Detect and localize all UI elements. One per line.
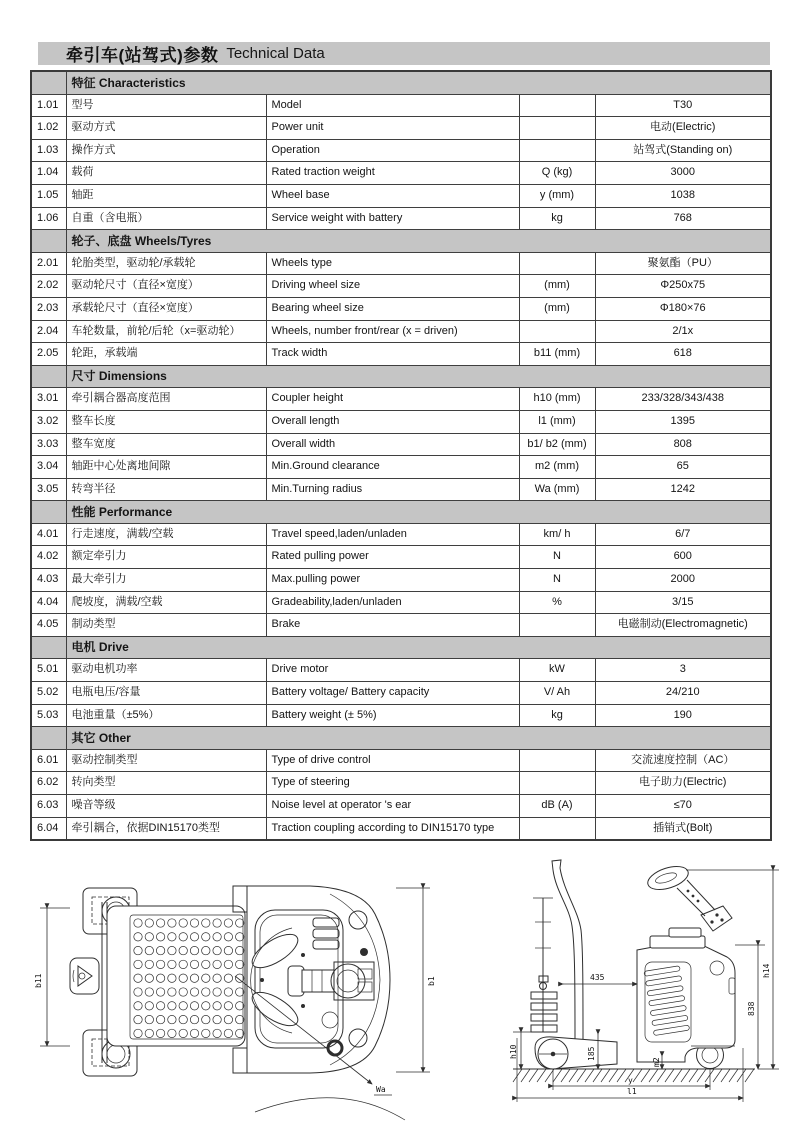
cell-value: 768 [595, 207, 771, 230]
cell-unit: h10 (mm) [519, 388, 595, 411]
cell-en: Power unit [266, 117, 519, 140]
cell-value: 插销式(Bolt) [595, 817, 771, 840]
cell-value: 1395 [595, 410, 771, 433]
spec-row [31, 614, 771, 637]
cell-no: 3.04 [31, 456, 66, 479]
cell-unit: N [519, 546, 595, 569]
cell-zh: 最大牵引力 [66, 569, 266, 592]
section-header-row [31, 501, 771, 524]
dim-m2 [652, 1056, 662, 1069]
page-title-zh: 牵引车(站驾式)参数 [66, 46, 219, 65]
ground-hatch [513, 1069, 754, 1082]
cell-value: 2/1x [595, 320, 771, 343]
cell-no: 4.01 [31, 523, 66, 546]
cell-value: 233/328/343/438 [595, 388, 771, 411]
cell-en: Drive motor [266, 659, 519, 682]
spec-row [31, 184, 771, 207]
cell-zh: 转向类型 [66, 772, 266, 795]
cell-en: Battery voltage/ Battery capacity [266, 682, 519, 705]
cell-en: Coupler height [266, 388, 519, 411]
top-view-drawing [30, 858, 450, 1121]
section-header-row [31, 71, 771, 94]
cell-no: 2.02 [31, 275, 66, 298]
cell-unit [519, 772, 595, 795]
cell-zh: 额定牵引力 [66, 546, 266, 569]
cell-zh: 电池重量（±5%） [66, 704, 266, 727]
cell-unit [519, 614, 595, 637]
cell-value: 600 [595, 546, 771, 569]
spec-row [31, 591, 771, 614]
section-title: 尺寸 Dimensions [66, 365, 771, 388]
spec-row [31, 704, 771, 727]
cell-value: 3000 [595, 162, 771, 185]
cell-zh: 电瓶电压/容量 [66, 682, 266, 705]
cell-no: 4.02 [31, 546, 66, 569]
cell-zh: 行走速度，满载/空载 [66, 523, 266, 546]
spec-table [30, 70, 772, 841]
cell-zh: 转弯半径 [66, 478, 266, 501]
cell-en: Travel speed,laden/unladen [266, 523, 519, 546]
cell-unit [519, 320, 595, 343]
section-title: 轮子、底盘 Wheels/Tyres [66, 230, 771, 253]
cell-no: 1.01 [31, 94, 66, 117]
section-header-row [31, 230, 771, 253]
section-header-row [31, 365, 771, 388]
cell-no: 1.02 [31, 117, 66, 140]
dim-838-label: 838 [747, 1001, 756, 1016]
cell-en: Wheels, number front/rear (x = driven) [266, 320, 519, 343]
cell-en: Min.Turning radius [266, 478, 519, 501]
cell-zh: 轴距中心处离地间隙 [66, 456, 266, 479]
cab-body [637, 928, 735, 1062]
cell-en: Wheel base [266, 184, 519, 207]
dim-b1 [396, 888, 436, 1072]
cell-en: Type of drive control [266, 749, 519, 772]
dim-185-label: 185 [587, 1046, 596, 1061]
cell-unit [519, 94, 595, 117]
cell-unit [519, 139, 595, 162]
cell-zh: 驱动轮尺寸（直径×宽度） [66, 275, 266, 298]
cell-no: 2.04 [31, 320, 66, 343]
cell-value: 电子助力(Electric) [595, 772, 771, 795]
side-view-drawing [455, 858, 795, 1121]
cell-en: Type of steering [266, 772, 519, 795]
cell-unit: kg [519, 704, 595, 727]
cell-en: Track width [266, 343, 519, 366]
cell-no: 4.03 [31, 569, 66, 592]
cell-no: 4.04 [31, 591, 66, 614]
section-no-cell [31, 636, 66, 659]
cell-value: Φ250x75 [595, 275, 771, 298]
cell-no: 4.05 [31, 614, 66, 637]
dim-h10-label: h10 [509, 1044, 518, 1059]
dim-l1-label: l1 [627, 1087, 637, 1096]
cell-value: 3 [595, 659, 771, 682]
cell-zh: 轮距，承载端 [66, 343, 266, 366]
cell-unit: (mm) [519, 297, 595, 320]
cell-value: 站驾式(Standing on) [595, 139, 771, 162]
cell-zh: 驱动电机功率 [66, 659, 266, 682]
cell-no: 1.04 [31, 162, 66, 185]
cell-value: 6/7 [595, 523, 771, 546]
tiller-arm [645, 862, 732, 931]
dim-b11-label: b11 [34, 973, 43, 988]
cell-no: 3.05 [31, 478, 66, 501]
section-no-cell [31, 727, 66, 750]
cell-en: Noise level at operator 's ear [266, 795, 519, 818]
dim-m2-label: m2 [652, 1057, 661, 1067]
coupler-mast [531, 898, 557, 1032]
section-no-cell [31, 230, 66, 253]
cell-no: 6.02 [31, 772, 66, 795]
spec-row [31, 569, 771, 592]
cell-zh: 牵引耦合，依据DIN15170类型 [66, 817, 266, 840]
cell-value: ≤70 [595, 795, 771, 818]
cell-zh: 整车宽度 [66, 433, 266, 456]
cell-no: 6.01 [31, 749, 66, 772]
cell-zh: 型号 [66, 94, 266, 117]
cell-en: Max.pulling power [266, 569, 519, 592]
cell-unit: N [519, 569, 595, 592]
cell-unit: b11 (mm) [519, 343, 595, 366]
cell-unit [519, 117, 595, 140]
cell-en: Model [266, 94, 519, 117]
cell-en: Service weight with battery [266, 207, 519, 230]
cell-unit: Wa (mm) [519, 478, 595, 501]
cell-unit: y (mm) [519, 184, 595, 207]
cell-value: 交流速度控制（AC） [595, 749, 771, 772]
coupler-top-view [70, 958, 99, 994]
cell-unit: V/ Ah [519, 682, 595, 705]
dim-435-label: 435 [590, 973, 605, 982]
spec-row [31, 297, 771, 320]
spec-row [31, 456, 771, 479]
cell-value: 1242 [595, 478, 771, 501]
dim-y-label: y [628, 1076, 633, 1085]
cell-unit: (mm) [519, 275, 595, 298]
cell-en: Bearing wheel size [266, 297, 519, 320]
dim-h14-label: h14 [762, 963, 771, 978]
cell-no: 5.01 [31, 659, 66, 682]
cell-en: Wheels type [266, 252, 519, 275]
page-title-en: Technical Data [226, 45, 325, 62]
cell-unit: dB (A) [519, 795, 595, 818]
cell-unit: l1 (mm) [519, 410, 595, 433]
cell-value: 618 [595, 343, 771, 366]
cell-zh: 轴距 [66, 184, 266, 207]
spec-row [31, 682, 771, 705]
cell-value: 电磁制动(Electromagnetic) [595, 614, 771, 637]
cell-en: Overall width [266, 433, 519, 456]
cell-unit [519, 749, 595, 772]
spec-row [31, 772, 771, 795]
spec-row [31, 388, 771, 411]
cell-en: Brake [266, 614, 519, 637]
cell-no: 5.03 [31, 704, 66, 727]
cell-unit: % [519, 591, 595, 614]
spec-table-body [31, 71, 771, 840]
cell-unit [519, 252, 595, 275]
cell-value: 190 [595, 704, 771, 727]
cell-value: 3/15 [595, 591, 771, 614]
spec-row [31, 139, 771, 162]
cell-value: 聚氨酯（PU） [595, 252, 771, 275]
cell-unit [519, 817, 595, 840]
spec-row [31, 795, 771, 818]
cell-value: 1038 [595, 184, 771, 207]
cell-no: 2.05 [31, 343, 66, 366]
cell-no: 1.03 [31, 139, 66, 162]
dim-h10 [509, 1032, 531, 1069]
dim-b11 [34, 908, 70, 1046]
cell-en: Overall length [266, 410, 519, 433]
cell-no: 3.03 [31, 433, 66, 456]
cell-zh: 载荷 [66, 162, 266, 185]
cell-zh: 爬坡度，满载/空载 [66, 591, 266, 614]
cell-en: Gradeability,laden/unladen [266, 591, 519, 614]
cell-no: 3.01 [31, 388, 66, 411]
cell-value: Φ180×76 [595, 297, 771, 320]
cell-no: 6.03 [31, 795, 66, 818]
ground [513, 1069, 755, 1082]
cell-en: Driving wheel size [266, 275, 519, 298]
spec-row [31, 433, 771, 456]
cell-en: Operation [266, 139, 519, 162]
cell-zh: 车轮数量，前轮/后轮（x=驱动轮） [66, 320, 266, 343]
cell-unit: km/ h [519, 523, 595, 546]
dim-b1-label: b1 [427, 976, 436, 986]
standing-platform [107, 906, 245, 1046]
cell-no: 1.05 [31, 184, 66, 207]
cell-unit: m2 (mm) [519, 456, 595, 479]
section-title: 其它 Other [66, 727, 771, 750]
cell-value: 电动(Electric) [595, 117, 771, 140]
spec-row [31, 343, 771, 366]
cell-zh: 噪音等级 [66, 795, 266, 818]
cell-no: 2.01 [31, 252, 66, 275]
spec-row [31, 410, 771, 433]
cell-zh: 整车长度 [66, 410, 266, 433]
title-band [38, 42, 770, 65]
cell-zh: 牵引耦合器高度范围 [66, 388, 266, 411]
cell-no: 6.04 [31, 817, 66, 840]
section-title: 性能 Performance [66, 501, 771, 524]
spec-row [31, 320, 771, 343]
cell-value: 24/210 [595, 682, 771, 705]
cell-unit: b1/ b2 (mm) [519, 433, 595, 456]
spec-row [31, 817, 771, 840]
spec-row [31, 749, 771, 772]
spec-row [31, 117, 771, 140]
section-no-cell [31, 365, 66, 388]
cell-zh: 操作方式 [66, 139, 266, 162]
cell-unit: kg [519, 207, 595, 230]
spec-row [31, 252, 771, 275]
section-no-cell [31, 71, 66, 94]
cell-value: 65 [595, 456, 771, 479]
cell-en: Min.Ground clearance [266, 456, 519, 479]
cell-unit: Q (kg) [519, 162, 595, 185]
cell-no: 2.03 [31, 297, 66, 320]
cell-en: Battery weight (± 5%) [266, 704, 519, 727]
spec-row [31, 546, 771, 569]
dim-838 [735, 945, 765, 1069]
spec-row [31, 275, 771, 298]
cell-value: 2000 [595, 569, 771, 592]
cell-unit: kW [519, 659, 595, 682]
cell-value: 808 [595, 433, 771, 456]
spec-row [31, 207, 771, 230]
dim-wa-label: Wa [376, 1085, 386, 1094]
cell-no: 3.02 [31, 410, 66, 433]
spec-row [31, 659, 771, 682]
cell-en: Rated pulling power [266, 546, 519, 569]
cell-zh: 轮胎类型，驱动轮/承载轮 [66, 252, 266, 275]
cell-value: T30 [595, 94, 771, 117]
section-header-row [31, 636, 771, 659]
cell-zh: 自重（含电瓶） [66, 207, 266, 230]
spec-row [31, 162, 771, 185]
section-title: 电机 Drive [66, 636, 771, 659]
cell-no: 1.06 [31, 207, 66, 230]
cell-zh: 制动类型 [66, 614, 266, 637]
steer-wheel [538, 1039, 568, 1069]
cell-zh: 承载轮尺寸（直径×宽度） [66, 297, 266, 320]
cell-en: Traction coupling according to DIN15170 type [266, 817, 519, 840]
cell-en: Rated traction weight [266, 162, 519, 185]
cell-zh: 驱动方式 [66, 117, 266, 140]
spec-row [31, 523, 771, 546]
dim-435 [563, 973, 637, 984]
section-no-cell [31, 501, 66, 524]
section-title: 特征 Characteristics [66, 71, 771, 94]
spec-row [31, 478, 771, 501]
section-header-row [31, 727, 771, 750]
cell-no: 5.02 [31, 682, 66, 705]
cell-zh: 驱动控制类型 [66, 749, 266, 772]
spec-row [31, 94, 771, 117]
